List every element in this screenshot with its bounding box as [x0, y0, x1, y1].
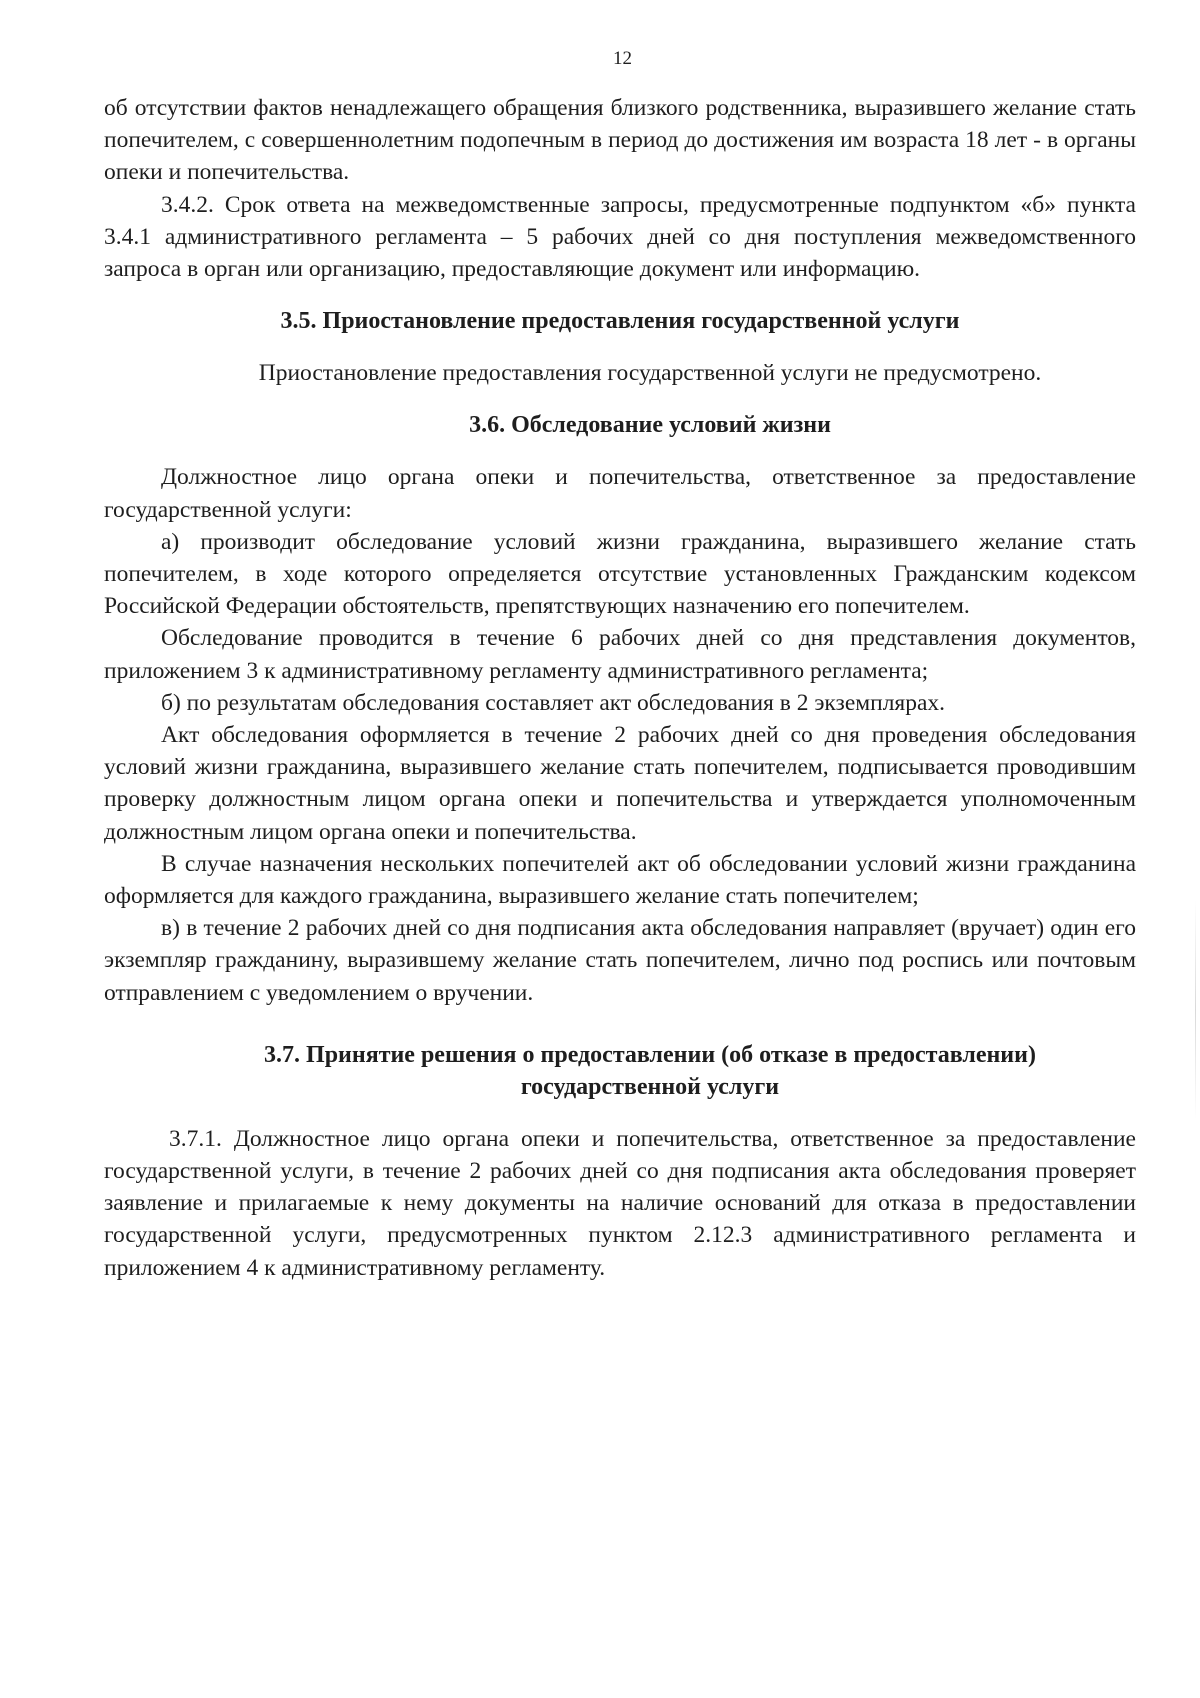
section-heading-3-7-line-1: 3.7. Принятие решения о предоставлении (об отказе в предоставлении) — [264, 1041, 1036, 1068]
paragraph-inspection-act: Акт обследования оформляется в течение 2 рабочих дней со дня проведения обследования условий жизни гражданина, выразившего желание стать попечителем, подписывается проводившим проверку должностным лицом органа опеки и попечительства и утверждается уполномоченным должностным лицом органа опеки и попечительства. — [104, 722, 1136, 845]
section-heading-3-7-line-2: государственной услуги — [520, 1073, 780, 1100]
paragraph-official: Должностное лицо органа опеки и попечительства, ответственное за предоставление государственной услуги: — [104, 464, 1136, 523]
paragraph-inspection-term: Обследование проводится в течение 6 рабочих дней со дня представления документов, приложением 3 к административному регламенту административного регламента; — [104, 625, 1136, 684]
document-body — [104, 92, 1136, 1284]
paragraph-multiple-guardians: В случае назначения нескольких попечителей акт об обследовании условий жизни гражданина оформляется для каждого гражданина, выразившего желание стать попечителем; — [104, 850, 1136, 910]
paragraph-3-7-1: 3.7.1. Должностное лицо органа опеки и попечительства, ответственное за предоставление государственной услуги, в течение 2 рабочих дней со дня подписания акта обследования проверяет заявление и прилагаемые к нему документы на наличие оснований для отказа в предоставлении государственной услуги, предусмотренных пунктом 2.12.3 административного регламента и приложением 4 к административному регламенту. — [104, 1125, 1136, 1281]
section-heading-3-5: 3.5. Приостановление предоставления государственной услуги — [280, 308, 960, 335]
paragraph-item-b: б) по результатам обследования составляет акт обследования в 2 экземплярах. — [161, 689, 946, 716]
paragraph-item-v: в) в течение 2 рабочих дней со дня подписания акта обследования направляет (вручает) один его экземпляр гражданину, выразившему желание стать попечителем, лично под роспись или почтовым отправлением с уведомлением о вручении. — [104, 915, 1136, 1006]
section-heading-3-6: 3.6. Обследование условий жизни — [469, 412, 831, 439]
scan-edge-shadow — [1195, 900, 1196, 1120]
page-number: 12 — [613, 48, 632, 69]
paragraph-item-a: а) производит обследование условий жизни гражданина, выразившего желание стать попечителем, в ходе которого определяется отсутствие установленных Гражданским кодексом Российской Федерации обстоятельств, препятствующих назначению его попечителем. — [104, 528, 1136, 620]
paragraph-suspension: Приостановление предоставления государственной услуги не предусмотрено. — [258, 360, 1042, 387]
paragraph-3-4-2: 3.4.2. Срок ответа на межведомственные запросы, предусмотренные подпунктом «б» пункта 3.4.1 административного регламента – 5 рабочих дней со дня поступления межведомственного запроса в орган или организацию, предоставляющие документ или информацию. — [104, 191, 1136, 283]
paragraph-continuation: об отсутствии фактов ненадлежащего обращения близкого родственника, выразившего желание стать попечителем, с совершеннолетним подопечным в период до достижения им возраста 18 лет - в органы опеки и попечительства. — [104, 95, 1136, 186]
